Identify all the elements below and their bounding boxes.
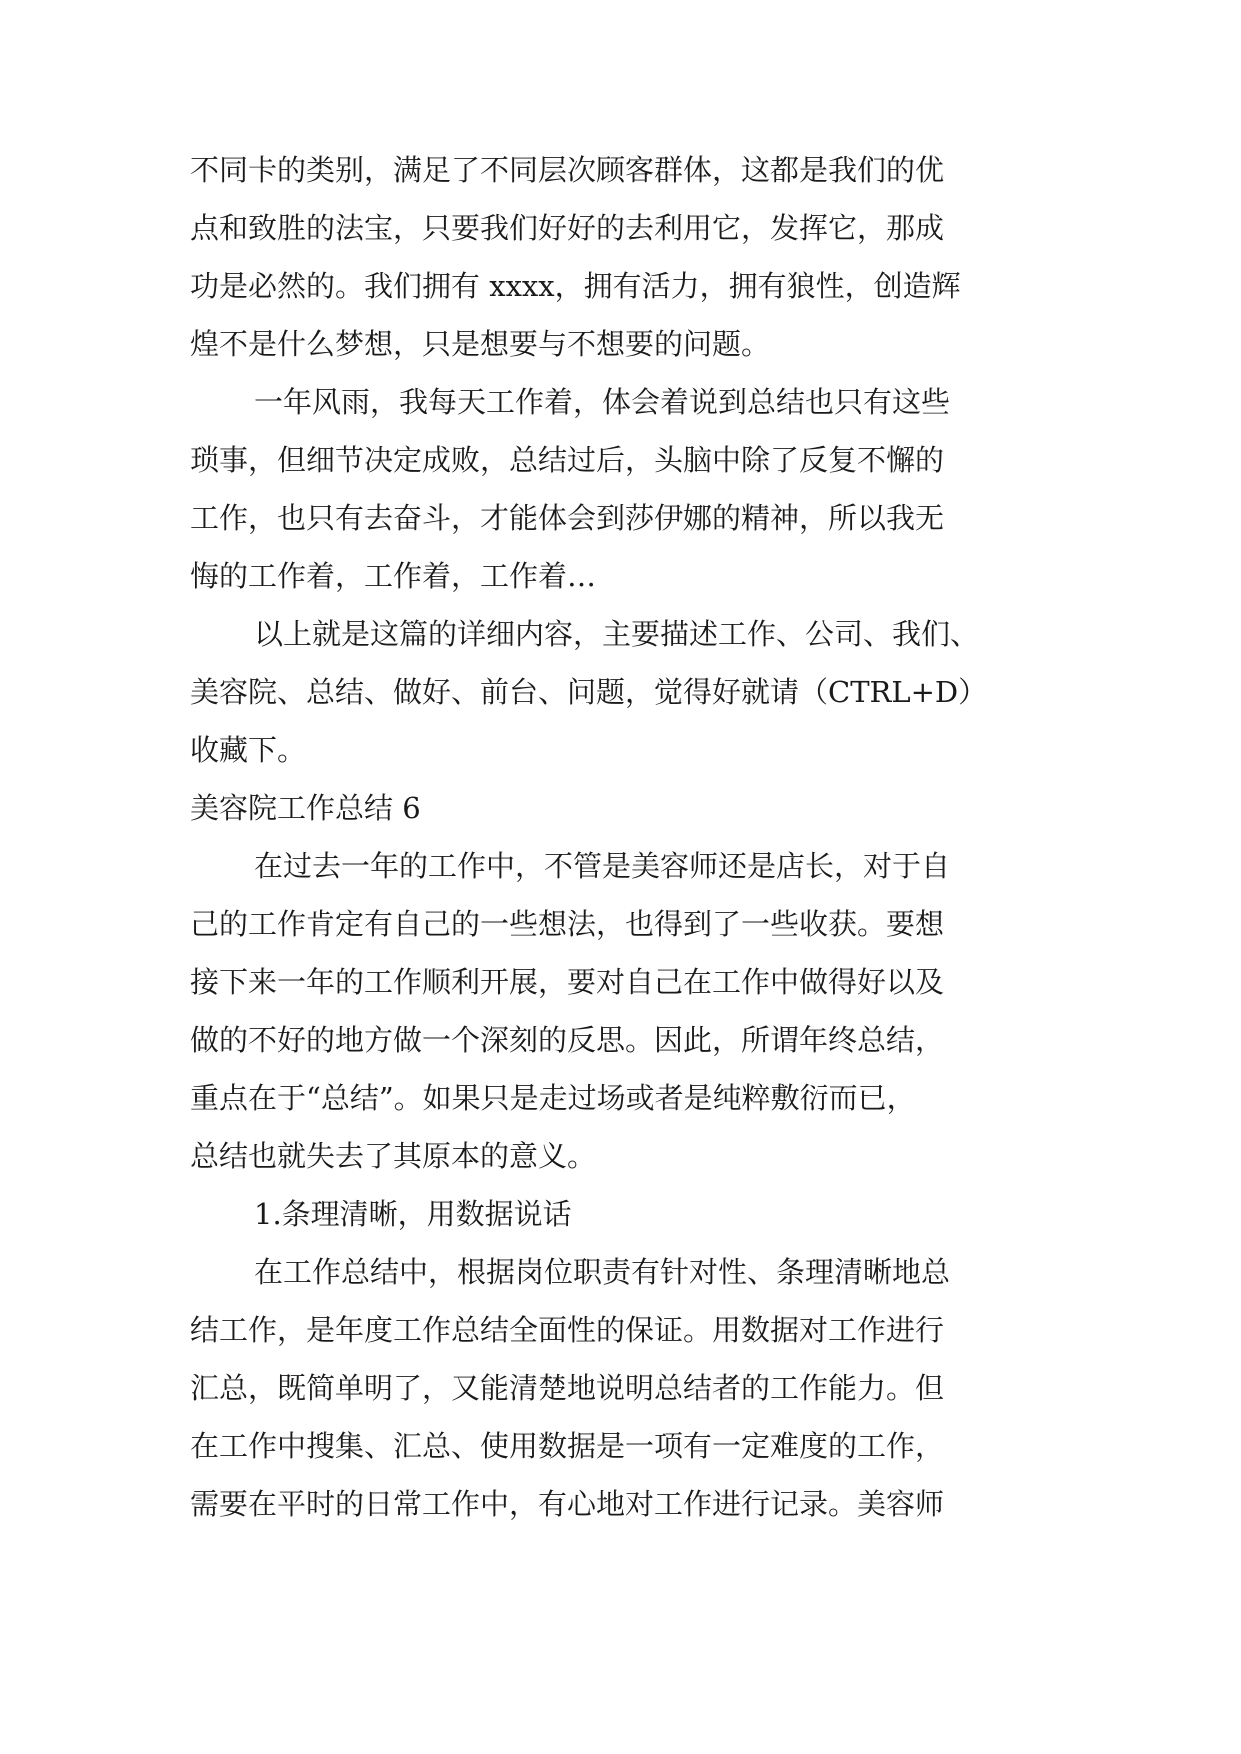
- text-line: 以上就是这篇的详细内容，主要描述工作、公司、我们、: [254, 617, 980, 651]
- text-line: 重点在于“总结”。如果只是走过场或者是纯粹敷衍而已，: [190, 1081, 916, 1115]
- text-line: 煌不是什么梦想，只是想要与不想要的问题。: [190, 327, 771, 361]
- text-line: 悔的工作着，工作着，工作着…: [190, 559, 597, 593]
- text-line: 一年风雨，我每天工作着，体会着说到总结也只有这些: [254, 385, 951, 419]
- section-heading: 美容院工作总结 6: [190, 791, 421, 825]
- text-line: 结工作，是年度工作总结全面性的保证。用数据对工作进行: [190, 1313, 945, 1347]
- text-line: 不同卡的类别，满足了不同层次顾客群体，这都是我们的优: [190, 153, 945, 187]
- text-line: 功是必然的。我们拥有 xxxx，拥有活力，拥有狼性，创造辉: [190, 269, 961, 303]
- text-line: 美容院、总结、做好、前台、问题，觉得好就请（CTRL+D）: [190, 675, 988, 709]
- text-line: 在过去一年的工作中，不管是美容师还是店长，对于自: [254, 849, 951, 883]
- text-line: 工作，也只有去奋斗，才能体会到莎伊娜的精神，所以我无: [190, 501, 945, 535]
- text-line: 总结也就失去了其原本的意义。: [190, 1139, 597, 1173]
- text-line: 点和致胜的法宝，只要我们好好的去利用它，发挥它，那成: [190, 211, 945, 245]
- text-line: 汇总，既简单明了，又能清楚地说明总结者的工作能力。但: [190, 1371, 945, 1405]
- text-line: 琐事，但细节决定成败，总结过后，头脑中除了反复不懈的: [190, 443, 945, 477]
- text-line: 在工作总结中，根据岗位职责有针对性、条理清晰地总: [254, 1255, 951, 1289]
- text-line: 接下来一年的工作顺利开展，要对自己在工作中做得好以及: [190, 965, 945, 999]
- text-line: 己的工作肯定有自己的一些想法，也得到了一些收获。要想: [190, 907, 945, 941]
- subsection-heading: 1.条理清晰，用数据说话: [254, 1197, 572, 1231]
- text-line: 在工作中搜集、汇总、使用数据是一项有一定难度的工作，: [190, 1429, 945, 1463]
- text-line: 做的不好的地方做一个深刻的反思。因此，所谓年终总结，: [190, 1023, 945, 1057]
- text-line: 收藏下。: [190, 733, 307, 767]
- text-line: 需要在平时的日常工作中，有心地对工作进行记录。美容师: [190, 1487, 945, 1521]
